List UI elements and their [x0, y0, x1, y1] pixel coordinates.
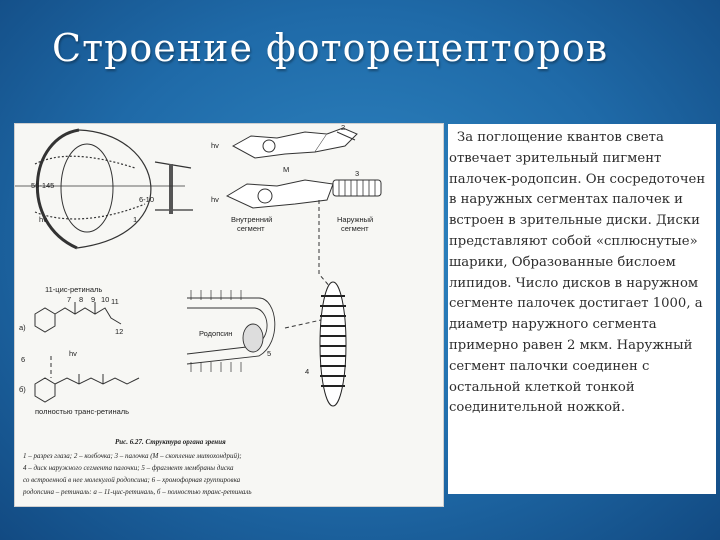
figure-caption-line-1: 1 – разрез глаза; 2 – колбочка; 3 – палочка (М – скопление митохондрий); [23, 452, 242, 460]
label-a: а) [19, 323, 26, 332]
range-56-145-label: 56-145 [31, 181, 55, 190]
label-1: 1 [133, 215, 138, 224]
figure-caption-line-3: со встроенной в нее молекулой родопсина; 6 – хромофорная группировка [23, 476, 241, 484]
figure-caption-line-2: 4 – диск наружного сегмента палочки; 5 – фрагмент мембраны диска [23, 464, 234, 472]
carbon-10-label: 10 [101, 295, 110, 304]
figure-caption-line-4: родопсина – ретиналь: а – 11-цис-ретиналь, б – полностью транс-ретиналь [23, 488, 252, 496]
range-6-10-label: 6-10 [139, 195, 155, 204]
inner-segment-label-2: сегмент [237, 224, 265, 233]
hv-label-rod: hv [211, 195, 219, 204]
hv-label-cone: hv [211, 141, 219, 150]
mitochondria-m-label: M [283, 165, 290, 174]
label-3: 3 [355, 169, 360, 178]
trans-retinal-label: полностью транс-ретиналь [35, 407, 130, 416]
inner-segment-label-1: Внутренний [231, 215, 273, 224]
carbon-12-label: 12 [115, 327, 124, 336]
rod-cell-drawing [227, 180, 381, 208]
hv-label-retinal: hv [69, 349, 77, 358]
outer-segment-label-2: сегмент [341, 224, 369, 233]
photoreceptor-diagram [15, 124, 443, 506]
label-b: б) [19, 385, 26, 394]
carbon-9-label: 9 [91, 295, 96, 304]
label-2: 2 [341, 124, 346, 132]
carbon-7-label: 7 [67, 295, 72, 304]
carbon-11-label: 11 [111, 297, 119, 306]
hv-label-eye: hv [39, 215, 47, 224]
rod-disk-stack-drawing [320, 282, 346, 406]
label-4: 4 [305, 367, 310, 376]
slide-title: Строение фоторецепторов [52, 26, 609, 70]
outer-segment-label-1: Наружный [337, 215, 374, 224]
carbon-8-label: 8 [79, 295, 84, 304]
label-5: 5 [267, 349, 272, 358]
body-paragraph: За поглощение квантов света отвечает зрительный пигмент палочек-родопсин. Он сосредоточен в наружных сегментах палочек и встроен в зрительные диски. Диски представляют собой «сплюснутые» шарики, Образованные бислоем липидов. Число дисков в наружном сегменте палочек достигает 1000, а диаметр наружного сегмента примерно равен 2 мкм. Наружный сегмент палочки соединен с остальной клеткой тонкой соединительной ножкой. [449, 130, 706, 416]
retinal-molecule-drawing [35, 302, 139, 402]
figure-caption-title: Рис. 6.27. Структура органа зрения [115, 438, 226, 446]
cis-retinal-label: 11-цис-ретиналь [45, 285, 103, 294]
cone-cell-drawing [233, 128, 357, 158]
rhodopsin-label: Родопсин [199, 329, 233, 338]
rod-structure-figure [14, 123, 444, 507]
label-6: 6 [21, 355, 26, 364]
